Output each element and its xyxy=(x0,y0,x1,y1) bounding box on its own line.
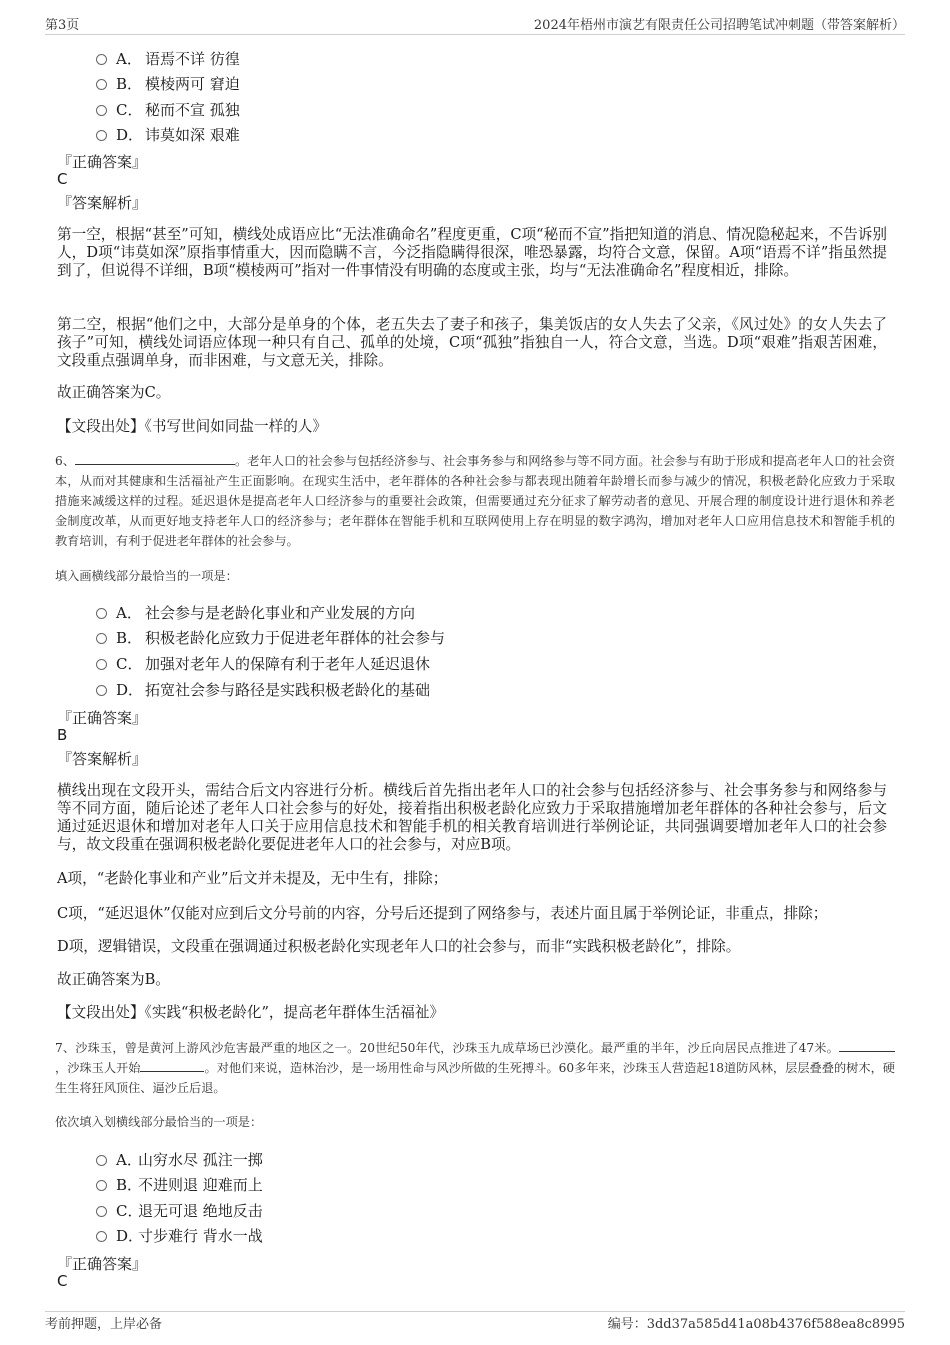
q7-stem: 7、沙珠玉，曾是黄河上游风沙危害最严重的地区之一。20世纪50年代，沙珠玉九成草场已沙漠化。最严重的半年，沙丘向居民点推进了47米。，沙珠玉人开始 。对他们来说，造林治沙，是一场用性命与风沙所做的生死搏斗。60多年来，沙珠玉人营造起18道防风林，层层叠叠的树木，硬生生将狂风顶住、逼沙丘后退。 xyxy=(55,1041,895,1095)
q5-answer: C xyxy=(57,170,68,188)
q6-correct-label: 『正确答案』 xyxy=(57,709,148,727)
q7-option-a[interactable]: A．山穷水尽 孤注一掷 xyxy=(96,1149,263,1170)
q5-source: 【文段出处】《书写世间如同盐一样的人》 xyxy=(57,418,327,435)
q6-source: 【文段出处】《实践“积极老龄化”，提高老年群体生活福祉》 xyxy=(57,1004,445,1021)
q5-option-c[interactable]: C． 秘而不宣 孤独 xyxy=(96,99,240,120)
radio-icon[interactable] xyxy=(96,1206,107,1217)
q5-analysis-conclusion: 故正确答案为C。 xyxy=(57,384,171,401)
q6-option-a[interactable]: A． 社会参与是老龄化事业和产业发展的方向 xyxy=(96,602,415,623)
radio-icon[interactable] xyxy=(96,105,107,116)
q7-correct-label: 『正确答案』 xyxy=(57,1255,148,1273)
q7-option-b[interactable]: B．不进则退 迎难而上 xyxy=(96,1174,263,1195)
q7-option-d[interactable]: D．寸步难行 背水一战 xyxy=(96,1225,263,1246)
radio-icon[interactable] xyxy=(96,1155,107,1166)
radio-icon[interactable] xyxy=(96,659,107,670)
radio-icon[interactable] xyxy=(96,685,107,696)
page-header xyxy=(45,14,905,34)
q6-prompt: 填入画横线部分最恰当的一项是： xyxy=(55,569,238,583)
q5-analysis-label: 『答案解析』 xyxy=(57,194,148,212)
q5-option-d[interactable]: D． 讳莫如深 艰难 xyxy=(96,124,240,145)
q6-analysis-para-1: 横线出现在文段开头，需结合后文内容进行分析。横线后首先指出老年人口的社会参与包括经济参与、社会事务参与和网络参与等不同方面，随后论述了老年人口社会参与的好处，接着指出积极老龄化应致力于采取措施增加老年群体的各种社会参与，后文通过延迟退休和增加对老年人口关于应用信息技术和智能手机的相关教育培训进行举例论证，共同强调要增加老年人口的社会参与，故文段重在强调积极老龄化要促进老年人口的社会参与，对应B项。 xyxy=(57,782,887,853)
q6-analysis-c: C项，“延迟退休”仅能对应到后文分号前的内容，分号后还提到了网络参与，表述片面且属于举例论证，非重点，排除； xyxy=(57,905,828,922)
q7-option-c[interactable]: C．退无可退 绝地反击 xyxy=(96,1200,263,1221)
radio-icon[interactable] xyxy=(96,1231,107,1242)
radio-icon[interactable] xyxy=(96,1180,107,1191)
q6-analysis-d: D项，逻辑错误，文段重在强调通过积极老龄化实现老年人口的社会参与，而非“实践积极老龄化”，排除。 xyxy=(57,938,741,955)
header-divider xyxy=(45,34,905,35)
q6-blank xyxy=(75,452,235,465)
q6-analysis-conclusion: 故正确答案为B。 xyxy=(57,971,170,988)
q5-option-a[interactable]: A． 语焉不详 彷徨 xyxy=(96,48,240,69)
q6-analysis-a: A项，“老龄化事业和产业”后文并未提及，无中生有，排除； xyxy=(57,870,448,887)
document-id: 编号：3dd37a585d41a08b4376f588ea8c8995 xyxy=(607,1317,905,1332)
q6-analysis-label: 『答案解析』 xyxy=(57,750,148,768)
q6-option-b[interactable]: B． 积极老龄化应致力于促进老年群体的社会参与 xyxy=(96,627,445,648)
footer-divider xyxy=(45,1311,905,1312)
q6-option-d[interactable]: D． 拓宽社会参与路径是实践积极老龄化的基础 xyxy=(96,679,430,700)
q7-answer: C xyxy=(57,1272,68,1290)
radio-icon[interactable] xyxy=(96,79,107,90)
document-title: 2024年梧州市演艺有限责任公司招聘笔试冲刺题（带答案解析） xyxy=(533,18,905,33)
radio-icon[interactable] xyxy=(96,633,107,644)
q6-answer: B xyxy=(57,726,68,744)
page-number: 第3页 xyxy=(45,18,80,33)
radio-icon[interactable] xyxy=(96,608,107,619)
page-footer xyxy=(45,1313,905,1333)
q5-correct-label: 『正确答案』 xyxy=(57,153,148,171)
radio-icon[interactable] xyxy=(96,130,107,141)
q7-blank-2 xyxy=(140,1059,204,1072)
q6-stem: 6、 。老年人口的社会参与包括经济参与、社会事务参与和网络参与等不同方面。社会参与有助于形成和提高老年人口的社会资本，从而对其健康和生活福祉产生正面影响。在现实生活中，老年群体的各种社会参与都表现出随着年龄增长而参与减少的情况，积极老龄化应致力于采取措施来减缓这样的过程。延迟退休是提高老年人口经济参与的重要社会政策，但需要通过充分征求了解劳动者的意见、开展合理的制度设计进行退休和养老金制度改革，从而更好地支持老年人口的经济参与；老年群体在智能手机和互联网使用上存在明显的数字鸿沟，增加对老年人口应用信息技术和智能手机的教育培训，有利于促进老年群体的社会参与。 xyxy=(55,454,895,548)
radio-icon[interactable] xyxy=(96,54,107,65)
q5-analysis-para-2: 第二空，根据“他们之中，大部分是单身的个体，老五失去了妻子和孩子，集美饭店的女人失去了父亲，《风过处》的女人失去了孩子”可知，横线处词语应体现一种只有自己、孤单的处境，C项“孤独”指独自一人，符合文意，当选。D项“艰难”指艰苦困难，文段重点强调单身，而非困难，与文意无关，排除。 xyxy=(57,316,887,369)
q7-blank-1 xyxy=(839,1039,895,1052)
q5-option-b[interactable]: B． 模棱两可 窘迫 xyxy=(96,73,240,94)
footer-slogan: 考前押题，上岸必备 xyxy=(45,1317,163,1332)
q5-analysis-para-1: 第一空，根据“甚至”可知，横线处成语应比“无法准确命名”程度更重，C项“秘而不宣”指把知道的消息、情况隐秘起来，不告诉别人，D项“讳莫如深”原指事情重大，因而隐瞒不言，今泛指隐瞒得很深，唯恐暴露，均符合文意，保留。A项“语焉不详”指虽然提到了，但说得不详细，B项“模棱两可”指对一件事情没有明确的态度或主张，均与“无法准确命名”程度相近，排除。 xyxy=(57,226,887,279)
q7-prompt: 依次填入划横线部分最恰当的一项是： xyxy=(55,1115,263,1129)
q6-option-c[interactable]: C． 加强对老年人的保障有利于老年人延迟退休 xyxy=(96,653,430,674)
